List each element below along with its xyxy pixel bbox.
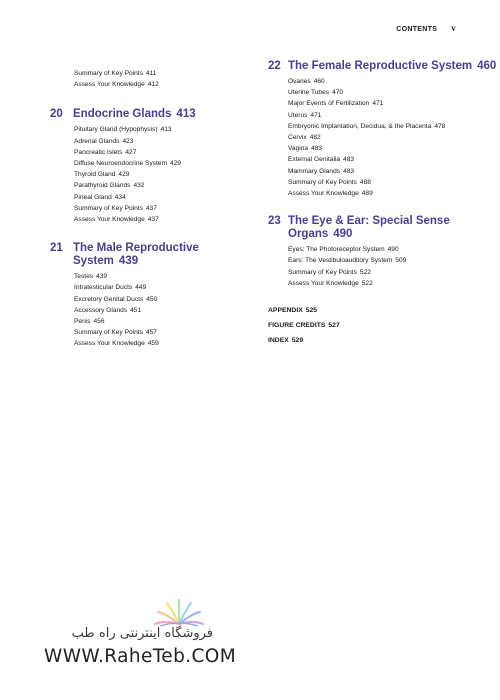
toc-entry[interactable]: Accessory Glands 451 bbox=[74, 306, 142, 314]
toc-entry[interactable]: Ears: The Vestibuloauditory System 509 bbox=[288, 257, 407, 265]
chapter-23-block bbox=[268, 215, 478, 289]
chapter-19-tail-entries bbox=[50, 68, 250, 90]
toc-entry[interactable]: Adrenal Glands 423 bbox=[74, 137, 134, 145]
chapter-22-block bbox=[268, 60, 497, 199]
chapter-number: 21 bbox=[50, 242, 63, 255]
toc-entry[interactable]: Summary of Key Points 522 bbox=[288, 268, 371, 276]
running-head-page-number: v bbox=[451, 23, 456, 33]
toc-entry[interactable]: Assess Your Knowledge 459 bbox=[74, 340, 159, 348]
toc-entry[interactable]: Thyroid Gland 429 bbox=[74, 171, 130, 179]
toc-entry[interactable]: Assess Your Knowledge 489 bbox=[288, 190, 373, 198]
chapter-number: 23 bbox=[268, 215, 281, 228]
logo-page-stroke bbox=[167, 603, 179, 624]
chapter-20-entries bbox=[50, 124, 250, 225]
chapter-23-entries bbox=[268, 244, 478, 289]
toc-left-column bbox=[50, 68, 250, 350]
running-head bbox=[396, 23, 456, 33]
toc-entry[interactable]: Pancreatic Islets 427 bbox=[74, 148, 137, 156]
chapter-21-block bbox=[50, 242, 250, 349]
toc-entry[interactable]: Summary of Key Points 488 bbox=[288, 178, 371, 186]
toc-entry[interactable]: Diffuse Neuroendocrine System 429 bbox=[74, 160, 181, 168]
chapter-22-entries bbox=[268, 76, 478, 199]
toc-entry-page: 412 bbox=[147, 81, 159, 89]
toc-entry[interactable]: Uterus 471 bbox=[288, 111, 322, 119]
chapter-page: 490 bbox=[333, 228, 353, 241]
toc-right-column bbox=[268, 60, 497, 348]
toc-entry[interactable]: Assess Your Knowledge 437 bbox=[74, 216, 159, 224]
chapter-20-heading[interactable] bbox=[50, 108, 250, 121]
chapter-title: Endocrine Glands bbox=[73, 108, 172, 121]
toc-entry[interactable]: Summary of Key Points 457 bbox=[74, 329, 157, 337]
logo-page-stroke bbox=[179, 603, 191, 624]
toc-entry[interactable]: Testes 439 bbox=[74, 273, 108, 281]
toc-entry[interactable]: Uterine Tubes 470 bbox=[288, 89, 344, 97]
toc-entry[interactable]: External Genitalia 483 bbox=[288, 156, 355, 164]
chapter-20-block bbox=[50, 108, 250, 225]
chapter-21-heading[interactable] bbox=[50, 242, 250, 268]
chapter-page: 413 bbox=[176, 108, 196, 121]
chapter-23-heading[interactable] bbox=[268, 215, 478, 241]
toc-entry[interactable]: Summary of Key Points 411 bbox=[74, 70, 157, 77]
chapter-title-line1: The Eye & Ear: Special Sense bbox=[288, 215, 450, 228]
chapter-22-heading[interactable] bbox=[268, 60, 497, 73]
chapter-21-entries bbox=[50, 271, 250, 349]
toc-entry[interactable]: Mammary Glands 483 bbox=[288, 167, 355, 175]
toc-entry[interactable]: Ovaries 460 bbox=[288, 78, 325, 85]
toc-entry[interactable]: Vagina 483 bbox=[288, 145, 323, 153]
toc-entry[interactable]: Assess Your Knowledge 412 bbox=[74, 81, 159, 89]
toc-entry[interactable]: Eyes: The Photoreceptor System 490 bbox=[288, 246, 399, 254]
chapter-title-line1: The Male Reproductive bbox=[73, 242, 199, 255]
toc-entry[interactable]: Pineal Gland 434 bbox=[74, 193, 126, 201]
toc-entry[interactable]: Penis 456 bbox=[74, 318, 105, 326]
chapter-number: 20 bbox=[50, 108, 63, 121]
toc-entry[interactable]: Pituitary Gland (Hypophysis) 413 bbox=[74, 126, 172, 134]
watermark-persian-text: فروشگاه اینترنتی راه طب bbox=[71, 626, 213, 641]
toc-entry[interactable]: Embryonic Implantation, Decidua, & the Placenta 478 bbox=[288, 122, 446, 130]
toc-entry[interactable]: Cervix 482 bbox=[288, 134, 321, 142]
back-matter-figure-credits[interactable]: FIGURE CREDITS 527 bbox=[268, 322, 340, 330]
chapter-page: 439 bbox=[118, 255, 139, 268]
toc-entry[interactable]: Summary of Key Points 437 bbox=[74, 204, 157, 212]
back-matter bbox=[268, 303, 478, 348]
toc-entry[interactable]: Excretory Genital Ducts 450 bbox=[74, 295, 158, 303]
chapter-number: 22 bbox=[268, 60, 281, 72]
chapter-title: The Female Reproductive System bbox=[288, 60, 473, 72]
chapter-title-line2: Organs bbox=[288, 228, 329, 241]
toc-entry[interactable]: Parathyroid Glands 432 bbox=[74, 182, 145, 190]
watermark-url: WWW.RaheTeb.COM bbox=[44, 646, 237, 667]
chapter-page: 460 bbox=[477, 60, 497, 72]
chapter-title-line2: System bbox=[73, 255, 114, 268]
toc-entry[interactable]: Intratesticular Ducts 449 bbox=[74, 284, 147, 292]
back-matter-appendix[interactable]: APPENDIX 525 bbox=[268, 307, 318, 315]
toc-entry-page: 411 bbox=[145, 70, 157, 77]
toc-entry[interactable]: Major Events of Fertilization 471 bbox=[288, 100, 384, 108]
running-head-section: CONTENTS bbox=[396, 26, 438, 33]
back-matter-index[interactable]: INDEX 529 bbox=[268, 337, 304, 345]
toc-entry[interactable]: Assess Your Knowledge 522 bbox=[288, 279, 373, 287]
book-logo-icon bbox=[150, 590, 208, 630]
